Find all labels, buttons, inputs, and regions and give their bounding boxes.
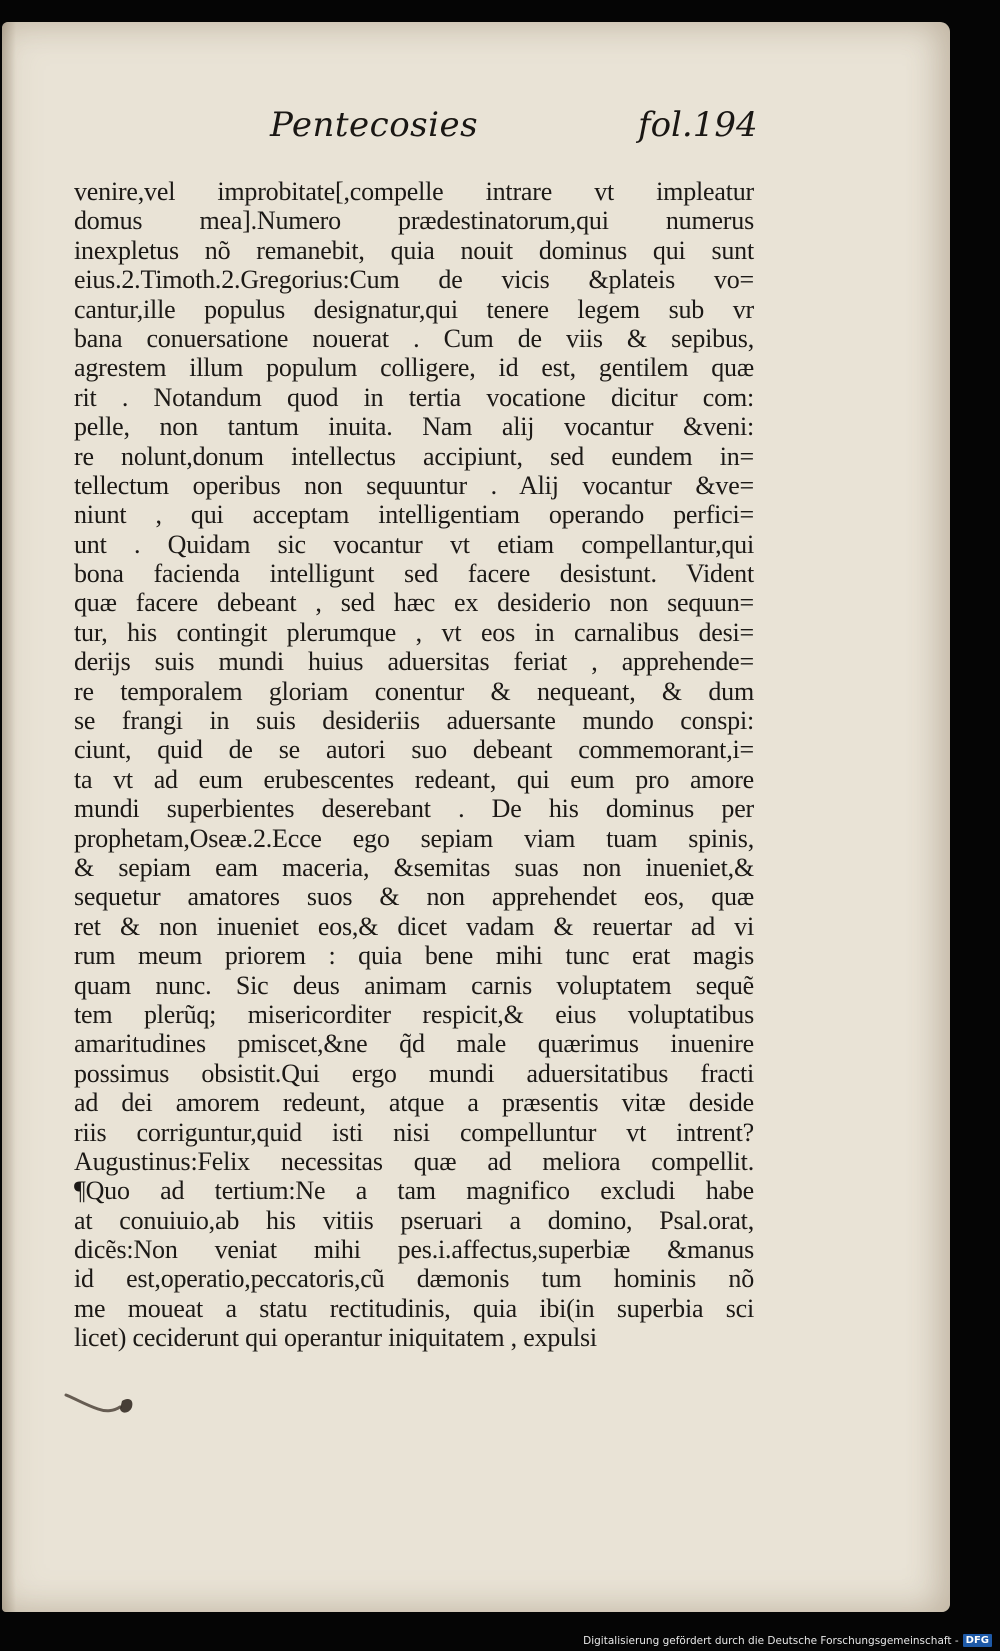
text-line: quam nunc. Sic deus animam carnis voluptatem sequẽ xyxy=(74,970,754,1000)
text-line: ad dei amorem redeunt, atque a præsentis vitæ deside xyxy=(74,1088,754,1118)
text-line: tur, his contingit plerumque , vt eos in carnalibus desi= xyxy=(74,617,754,647)
dfg-logo: DFG xyxy=(963,1634,992,1647)
text-line: unt . Quidam sic vocantur vt etiam compellantur,qui xyxy=(74,529,754,559)
text-line: se frangi in suis desideriis aduersante mundo conspi: xyxy=(74,706,754,736)
text-line: ta vt ad eum erubescentes redeant, qui eum pro amore xyxy=(74,764,754,794)
ink-smudge-mark xyxy=(62,1387,142,1419)
text-line: ¶Quo ad tertium:Ne a tam magnifico excludi habe xyxy=(74,1176,754,1206)
text-line: cantur,ille populus designatur,qui tenere legem sub vr xyxy=(74,294,754,324)
footer-credit xyxy=(583,1634,992,1647)
text-line: tem plerũq; misericorditer respicit,& eius voluptatibus xyxy=(74,999,754,1029)
text-line: re temporalem gloriam conentur & nequeant, & dum xyxy=(74,676,754,706)
text-line: rit . Notandum quod in tertia vocatione dicitur com: xyxy=(74,382,754,412)
text-line: tellectum operibus non sequuntur . Alij vocantur &ve= xyxy=(74,470,754,500)
text-line: agrestem illum populum colligere, id est, gentilem quæ xyxy=(74,353,754,383)
text-line: id est,operatio,peccatoris,cũ dæmonis tum hominis nõ xyxy=(74,1264,754,1294)
text-line: niunt , qui acceptam intelligentiam operando perfici= xyxy=(74,500,754,530)
text-line: sequetur amatores suos & non apprehendet eos, quæ xyxy=(74,882,754,912)
text-line: prophetam,Oseæ.2.Ecce ego sepiam viam tuam spinis, xyxy=(74,823,754,853)
text-line: dicẽs:Non veniat mihi pes.i.affectus,superbiæ &manus xyxy=(74,1235,754,1265)
text-line: re nolunt,donum intellectus accipiunt, sed eundem in= xyxy=(74,441,754,471)
text-line: domus mea].Numero prædestinatorum,qui numerus xyxy=(74,206,754,236)
text-line: derijs suis mundi huius aduersitas feriat , apprehende= xyxy=(74,647,754,677)
text-line: bona facienda intelligunt sed facere desistunt. Vident xyxy=(74,559,754,589)
text-line: quæ facere debeant , sed hæc ex desiderio non sequun= xyxy=(74,588,754,618)
text-line: pelle, non tantum inuita. Nam alij vocantur &veni: xyxy=(74,412,754,442)
text-line: me moueat a statu rectitudinis, quia ibi(in superbia sci xyxy=(74,1293,754,1323)
text-line: inexpletus nõ remanebit, quia nouit dominus qui sunt xyxy=(74,235,754,265)
text-line: venire,vel improbitate[,compelle intrare vt impleatur xyxy=(74,177,754,206)
text-line: mundi superbientes deserebant . De his dominus per xyxy=(74,794,754,824)
text-line: possimus obsistit.Qui ergo mundi aduersitatibus fracti xyxy=(74,1058,754,1088)
text-line: licet) ceciderunt qui operantur iniquitatem , expulsi xyxy=(74,1323,597,1353)
text-line: rum meum priorem : quia bene mihi tunc erat magis xyxy=(74,941,754,971)
page-header xyxy=(2,105,950,165)
text-line: amaritudines pmiscet,&ne q̃d male quærimus inuenire xyxy=(74,1029,754,1059)
book-page xyxy=(2,22,950,1612)
text-line: ret & non inueniet eos,& dicet vadam & reuertar ad vi xyxy=(74,911,754,941)
text-line: Augustinus:Felix necessitas quæ ad meliora compellit. xyxy=(74,1146,754,1176)
text-line: ciunt, quid de se autori suo debeant commemorant,i= xyxy=(74,735,754,765)
text-line: riis corriguntur,quid isti nisi compelluntur vt intrent? xyxy=(74,1117,754,1147)
text-line: eius.2.Timoth.2.Gregorius:Cum de vicis &plateis vo= xyxy=(74,265,754,295)
text-line: at conuiuio,ab his vitiis pseruari a domino, Psal.orat, xyxy=(74,1205,754,1235)
text-line: & sepiam eam maceria, &semitas suas non inueniet,& xyxy=(74,852,754,882)
text-line: bana conuersatione nouerat . Cum de viis & sepibus, xyxy=(74,323,754,353)
footer-credit-text: Digitalisierung gefördert durch die Deutsche Forschungsgemeinschaft - xyxy=(583,1634,959,1647)
folio-number: fol.194 xyxy=(638,105,758,145)
body-text xyxy=(74,177,754,1353)
running-head: Pentecosies xyxy=(270,105,479,145)
